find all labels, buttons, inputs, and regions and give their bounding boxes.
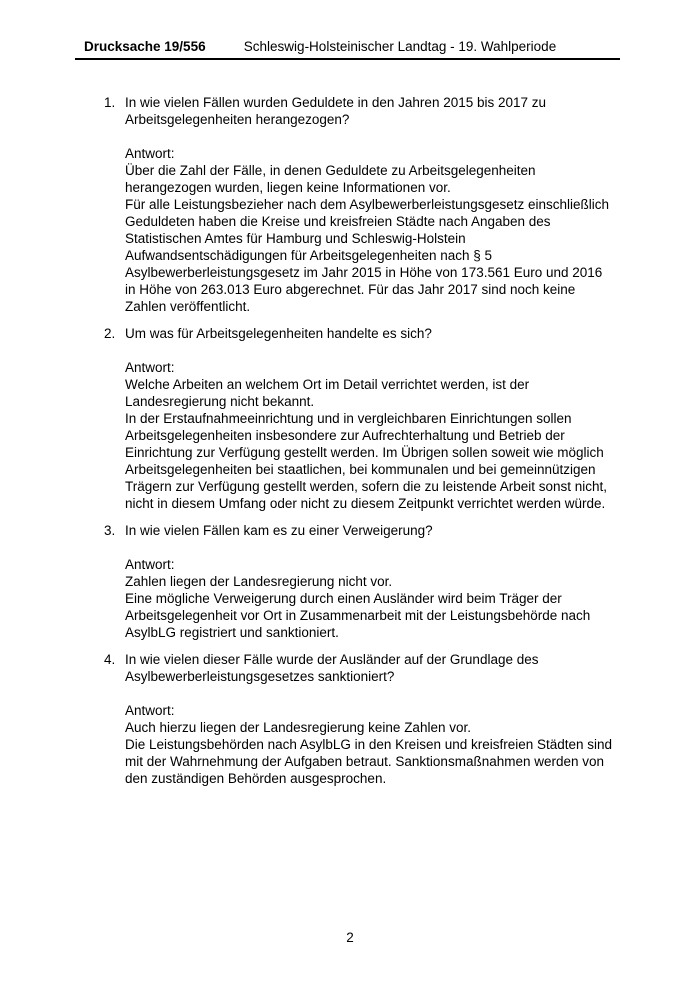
qa-item	[104, 325, 615, 512]
answer-block	[125, 145, 615, 315]
answer-label: Antwort:	[125, 557, 175, 572]
answer-label: Antwort:	[125, 146, 175, 161]
question-text: In wie vielen Fällen wurden Geduldete in den Jahren 2015 bis 2017 zu Arbeitsgelegenheiten herangezogen?	[125, 95, 547, 127]
page-footer	[0, 929, 700, 946]
question-text: Um was für Arbeitsgelegenheiten handelte es sich?	[125, 326, 432, 341]
answer-paragraph: Für alle Leistungsbezieher nach dem Asylbewerberleistungsgesetz einschließlich Geduldeten haben die Kreise und kreisfreien Städte nach Angaben des Statistischen Amtes für Hamburg und Schleswig-Holstein Aufwandsentschädigungen für Arbeitsgelegenheiten nach § 5 Asylbewerberleistungsgesetz im Jahr 2015 in Höhe von 173.561 Euro und 2016 in Höhe von 263.013 Euro abgerechnet. Für das Jahr 2017 sind noch keine Zahlen veröffentlicht.	[125, 197, 610, 314]
qa-item	[104, 94, 615, 315]
answer-paragraph: Die Leistungsbehörden nach AsylbLG in den Kreisen und kreisfreien Städten sind mit der Wahrnehmung der Aufgaben betraut. Sanktionsmaßnahmen werden von den zuständigen Behörden ausgesprochen.	[125, 737, 613, 786]
qa-list	[104, 94, 615, 797]
qa-item	[104, 651, 615, 787]
question-number: 3.	[104, 523, 116, 538]
answer-block	[125, 556, 615, 641]
qa-item	[104, 522, 615, 641]
document-number: Drucksache 19/556	[84, 39, 206, 54]
question-text: In wie vielen Fällen kam es zu einer Verweigerung?	[125, 523, 433, 538]
answer-block	[125, 702, 615, 787]
answer-label: Antwort:	[125, 360, 175, 375]
answer-label: Antwort:	[125, 703, 175, 718]
answer-paragraph: Welche Arbeiten an welchem Ort im Detail verrichtet werden, ist der Landesregierung nicht bekannt.	[125, 377, 530, 409]
answer-paragraph: Zahlen liegen der Landesregierung nicht vor.	[125, 574, 393, 589]
page-number: 2	[346, 930, 354, 945]
header-divider	[75, 58, 620, 60]
document-title: Schleswig-Holsteinischer Landtag - 19. Wahlperiode	[243, 39, 557, 54]
question-number: 4.	[104, 652, 116, 667]
answer-paragraph: Eine mögliche Verweigerung durch einen Ausländer wird beim Träger der Arbeitsgelegenheit vor Ort in Zusammenarbeit mit der Leistungsbehörde nach AsylbLG registriert und sanktioniert.	[125, 591, 591, 640]
answer-paragraph: In der Erstaufnahmeeinrichtung und in vergleichbaren Einrichtungen sollen Arbeitsgelegenheiten insbesondere zur Aufrechterhaltung und Betrieb der Einrichtung zur Verfügung gestellt werden. Im Übrigen sollen soweit wie möglich Arbeitsgelegenheiten bei staatlichen, bei kommunalen und bei gemeinnützigen Trägern zur Verfügung gestellt werden, sofern die zu leistende Arbeit sonst nicht, nicht in diesem Umfang oder nicht zu diesem Zeitpunkt verrichtet werden würde.	[125, 411, 608, 511]
answer-paragraph: Über die Zahl der Fälle, in denen Geduldete zu Arbeitsgelegenheiten herangezogen wurden, liegen keine Informationen vor.	[125, 163, 536, 195]
answer-block	[125, 359, 615, 512]
question-number: 2.	[104, 326, 116, 341]
answer-paragraph: Auch hierzu liegen der Landesregierung keine Zahlen vor.	[125, 720, 471, 735]
question-text: In wie vielen dieser Fälle wurde der Ausländer auf der Grundlage des Asylbewerberleistungsgesetzes sanktioniert?	[125, 652, 539, 684]
question-number: 1.	[104, 95, 116, 110]
